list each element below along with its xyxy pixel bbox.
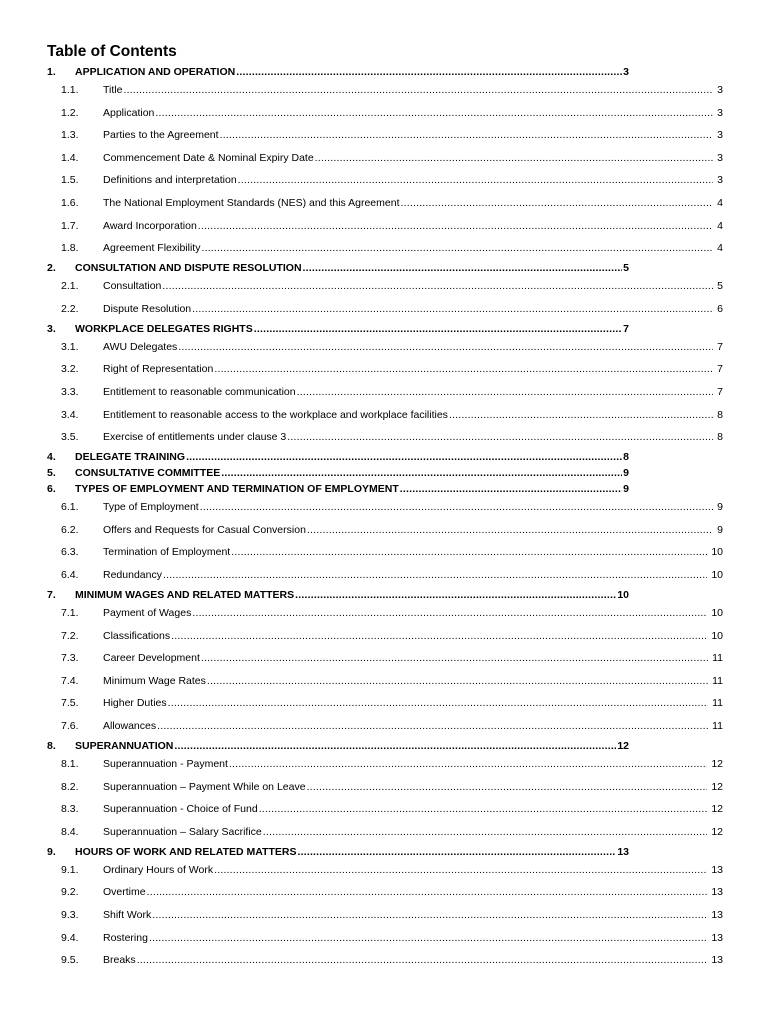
toc-entry-label: Superannuation - Choice of Fund bbox=[103, 803, 258, 816]
toc-entry-label: The National Employment Standards (NES) and this Agreement bbox=[103, 197, 400, 209]
toc-dot-leader bbox=[302, 260, 623, 276]
toc-entry-number: 6.3. bbox=[61, 546, 79, 559]
toc-entry-line bbox=[75, 449, 629, 465]
toc-entry-number: 1.3. bbox=[61, 129, 79, 142]
toc-entry-label: Classifications bbox=[103, 629, 171, 642]
toc-dot-leader bbox=[294, 587, 616, 603]
toc-entry-line bbox=[75, 321, 629, 337]
toc-subsection-entry[interactable] bbox=[0, 127, 770, 143]
toc-dot-leader bbox=[170, 628, 707, 644]
toc-entry-number: 3.5. bbox=[61, 431, 79, 444]
toc-entry-number: 8.4. bbox=[61, 825, 79, 838]
toc-entry-label: WORKPLACE DELEGATES RIGHTS bbox=[75, 322, 253, 335]
toc-page-number: 9 bbox=[623, 467, 629, 480]
toc-entry-label: Consultation bbox=[103, 280, 162, 293]
toc-subsection-entry[interactable] bbox=[0, 82, 770, 98]
toc-subsection-entry[interactable] bbox=[0, 930, 770, 946]
toc-entry-number: 9.2. bbox=[61, 886, 79, 899]
toc-entry-number: 3.3. bbox=[61, 386, 79, 398]
toc-dot-leader bbox=[154, 105, 713, 121]
toc-entry-number: 6.2. bbox=[61, 523, 79, 536]
toc-entry-line bbox=[103, 650, 723, 666]
toc-subsection-entry[interactable] bbox=[0, 801, 770, 817]
toc-page-number: 10 bbox=[711, 569, 723, 581]
toc-section-entry[interactable] bbox=[0, 465, 770, 481]
toc-entry-line bbox=[103, 801, 723, 817]
toc-entry-label: Minimum Wage Rates bbox=[103, 674, 206, 687]
toc-page-number: 12 bbox=[711, 758, 723, 770]
toc-entry-number: 9.5. bbox=[61, 954, 79, 967]
toc-section-entry[interactable] bbox=[0, 844, 770, 860]
toc-entry-number: 9.1. bbox=[61, 863, 79, 876]
toc-entry-line bbox=[103, 384, 723, 400]
toc-entry-line bbox=[103, 862, 723, 878]
toc-page-number: 3 bbox=[623, 66, 629, 78]
toc-dot-leader bbox=[306, 779, 708, 795]
toc-entry-label: Offers and Requests for Casual Conversion bbox=[103, 523, 306, 536]
toc-entry-line bbox=[103, 172, 723, 188]
toc-dot-leader bbox=[213, 862, 707, 878]
toc-page-number: 8 bbox=[717, 408, 723, 421]
toc-dot-leader bbox=[177, 339, 713, 355]
toc-entry-line bbox=[103, 952, 723, 968]
toc-subsection-entry[interactable] bbox=[0, 605, 770, 621]
toc-dot-leader bbox=[173, 738, 616, 754]
toc-entry-line bbox=[75, 738, 629, 754]
toc-dot-leader bbox=[448, 407, 713, 423]
toc-entry-number: 8.1. bbox=[61, 758, 79, 770]
toc-entry-number: 8.2. bbox=[61, 780, 79, 793]
toc-entry-number: 6. bbox=[47, 483, 56, 496]
toc-dot-leader bbox=[296, 844, 616, 860]
toc-page-number: 8 bbox=[623, 451, 629, 464]
toc-subsection-entry[interactable] bbox=[0, 339, 770, 355]
toc-entry-number: 3. bbox=[47, 322, 56, 335]
toc-entry-number: 7.5. bbox=[61, 697, 79, 710]
toc-entry-label: Definitions and interpretation bbox=[103, 174, 237, 187]
toc-entry-line bbox=[103, 240, 723, 256]
toc-entry-label: Superannuation – Salary Sacrifice bbox=[103, 825, 262, 838]
toc-page-number: 5 bbox=[717, 280, 723, 293]
toc-page-number: 3 bbox=[717, 174, 723, 187]
toc-dot-leader bbox=[122, 82, 713, 98]
toc-page-number: 11 bbox=[712, 674, 723, 687]
toc-entry-label: Superannuation – Payment While on Leave bbox=[103, 780, 306, 793]
toc-dot-leader bbox=[253, 321, 622, 337]
toc-page-number: 6 bbox=[717, 302, 723, 315]
toc-entry-number: 2. bbox=[47, 262, 56, 275]
toc-subsection-entry[interactable] bbox=[0, 407, 770, 423]
toc-entry-label: Entitlement to reasonable communication bbox=[103, 386, 296, 398]
toc-entry-number: 1.7. bbox=[61, 219, 79, 232]
toc-subsection-entry[interactable] bbox=[0, 499, 770, 515]
toc-page-number: 9 bbox=[717, 523, 723, 536]
toc-entry-number: 6.1. bbox=[61, 501, 79, 514]
toc-dot-leader bbox=[286, 429, 713, 445]
toc-page-number: 11 bbox=[712, 720, 723, 732]
toc-page-number: 13 bbox=[711, 954, 723, 967]
toc-entry-line bbox=[103, 756, 723, 772]
toc-page-number: 3 bbox=[717, 84, 723, 96]
toc-dot-leader bbox=[235, 64, 622, 80]
toc-page-number: 13 bbox=[711, 886, 723, 899]
toc-entry-line bbox=[103, 105, 723, 121]
toc-page-number: 12 bbox=[617, 740, 629, 752]
toc-title: Table of Contents bbox=[47, 43, 177, 60]
toc-page-number: 4 bbox=[717, 242, 723, 255]
toc-page-number: 10 bbox=[711, 607, 723, 619]
toc-page-number: 12 bbox=[711, 803, 723, 816]
toc-dot-leader bbox=[146, 884, 708, 900]
toc-subsection-entry[interactable] bbox=[0, 695, 770, 711]
toc-entry-number: 2.1. bbox=[61, 280, 79, 293]
toc-page-number: 8 bbox=[717, 431, 723, 444]
toc-dot-leader bbox=[399, 481, 622, 497]
toc-entry-label: Ordinary Hours of Work bbox=[103, 863, 214, 876]
toc-subsection-entry[interactable] bbox=[0, 650, 770, 666]
toc-entry-line bbox=[103, 605, 723, 621]
toc-entry-number: 5. bbox=[47, 467, 56, 480]
toc-entry-number: 1.2. bbox=[61, 106, 79, 119]
toc-entry-line bbox=[103, 339, 723, 355]
toc-subsection-entry[interactable] bbox=[0, 567, 770, 583]
toc-entry-label: MINIMUM WAGES AND RELATED MATTERS bbox=[75, 589, 295, 601]
toc-entry-number: 8.3. bbox=[61, 803, 79, 816]
toc-entry-label: TYPES OF EMPLOYMENT AND TERMINATION OF EMPLOYMENT bbox=[75, 483, 399, 496]
toc-page-number: 10 bbox=[711, 546, 723, 559]
toc-subsection-entry[interactable] bbox=[0, 628, 770, 644]
toc-entry-label: Exercise of entitlements under clause 3 bbox=[103, 431, 287, 444]
toc-entry-line bbox=[103, 718, 723, 734]
toc-entry-number: 7.2. bbox=[61, 629, 79, 642]
toc-page-number: 7 bbox=[623, 322, 629, 335]
toc-entry-number: 1.4. bbox=[61, 151, 79, 164]
toc-entry-number: 7.1. bbox=[61, 607, 79, 619]
toc-entry-number: 1.1. bbox=[61, 84, 79, 96]
toc-subsection-entry[interactable] bbox=[0, 522, 770, 538]
toc-subsection-entry[interactable] bbox=[0, 884, 770, 900]
toc-entry-label: Allowances bbox=[103, 720, 157, 732]
toc-page-number: 13 bbox=[711, 909, 723, 921]
toc-entry-line bbox=[103, 429, 723, 445]
toc-subsection-entry[interactable] bbox=[0, 105, 770, 121]
toc-entry-line bbox=[75, 844, 629, 860]
toc-entry-number: 9. bbox=[47, 845, 56, 858]
toc-dot-leader bbox=[213, 361, 713, 377]
toc-dot-leader bbox=[191, 605, 707, 621]
toc-entry-label: Award Incorporation bbox=[103, 219, 197, 232]
toc-section-entry[interactable] bbox=[0, 449, 770, 465]
toc-dot-leader bbox=[219, 127, 714, 143]
toc-entry-line bbox=[103, 127, 723, 143]
toc-entry-line bbox=[103, 499, 723, 515]
toc-entry-label: Application bbox=[103, 106, 155, 119]
toc-entry-number: 9.3. bbox=[61, 909, 79, 921]
toc-subsection-entry[interactable] bbox=[0, 240, 770, 256]
toc-dot-leader bbox=[314, 150, 713, 166]
toc-entry-label: CONSULTATION AND DISPUTE RESOLUTION bbox=[75, 262, 302, 275]
toc-section-entry[interactable] bbox=[0, 481, 770, 497]
toc-entry-number: 3.1. bbox=[61, 340, 79, 353]
toc-entry-label: Type of Employment bbox=[103, 501, 199, 514]
toc-entry-label: Breaks bbox=[103, 954, 136, 967]
toc-entry-number: 4. bbox=[47, 451, 56, 464]
toc-entry-line bbox=[75, 481, 629, 497]
toc-entry-line bbox=[103, 522, 723, 538]
toc-entry-number: 1. bbox=[47, 66, 56, 78]
toc-entry-number: 1.5. bbox=[61, 174, 79, 187]
toc-dot-leader bbox=[162, 567, 707, 583]
toc-subsection-entry[interactable] bbox=[0, 195, 770, 211]
toc-subsection-entry[interactable] bbox=[0, 172, 770, 188]
toc-entry-line bbox=[103, 628, 723, 644]
toc-subsection-entry[interactable] bbox=[0, 756, 770, 772]
toc-subsection-entry[interactable] bbox=[0, 384, 770, 400]
toc-page-number: 12 bbox=[711, 825, 723, 838]
toc-page-number: 10 bbox=[711, 629, 723, 642]
toc-entry-number: 7.3. bbox=[61, 652, 79, 665]
toc-entry-label: CONSULTATIVE COMMITTEE bbox=[75, 467, 221, 480]
toc-entry-label: APPLICATION AND OPERATION bbox=[75, 66, 236, 78]
toc-entry-label: Agreement Flexibility bbox=[103, 242, 201, 255]
toc-page-number: 13 bbox=[617, 845, 629, 858]
toc-subsection-entry[interactable] bbox=[0, 952, 770, 968]
toc-dot-leader bbox=[237, 172, 713, 188]
toc-page-number: 4 bbox=[717, 197, 723, 209]
toc-entry-line bbox=[103, 673, 723, 689]
toc-page-number: 10 bbox=[617, 589, 629, 601]
toc-entry-number: 7. bbox=[47, 589, 56, 601]
toc-entry-number: 1.6. bbox=[61, 197, 79, 209]
toc-entry-label: Title bbox=[103, 84, 123, 96]
toc-entry-number: 2.2. bbox=[61, 302, 79, 315]
toc-dot-leader bbox=[199, 499, 713, 515]
toc-entry-line bbox=[103, 218, 723, 234]
toc-entry-line bbox=[75, 64, 629, 80]
toc-dot-leader bbox=[185, 449, 622, 465]
toc-entry-label: Career Development bbox=[103, 652, 200, 665]
toc-page-number: 9 bbox=[623, 483, 629, 496]
toc-subsection-entry[interactable] bbox=[0, 718, 770, 734]
toc-entry-number: 3.2. bbox=[61, 363, 79, 376]
toc-page-number: 7 bbox=[717, 363, 723, 376]
toc-entry-label: Parties to the Agreement bbox=[103, 129, 219, 142]
toc-entry-line bbox=[103, 301, 723, 317]
toc-dot-leader bbox=[228, 756, 707, 772]
toc-dot-leader bbox=[200, 240, 713, 256]
toc-subsection-entry[interactable] bbox=[0, 278, 770, 294]
toc-entry-line bbox=[103, 695, 723, 711]
toc-section-entry[interactable] bbox=[0, 587, 770, 603]
toc-page-number: 3 bbox=[717, 106, 723, 119]
toc-entry-label: Termination of Employment bbox=[103, 546, 231, 559]
toc-dot-leader bbox=[191, 301, 713, 317]
toc-dot-leader bbox=[151, 907, 707, 923]
toc-subsection-entry[interactable] bbox=[0, 544, 770, 560]
toc-entry-label: DELEGATE TRAINING bbox=[75, 451, 186, 464]
toc-dot-leader bbox=[220, 465, 622, 481]
toc-subsection-entry[interactable] bbox=[0, 218, 770, 234]
toc-entry-line bbox=[103, 150, 723, 166]
toc-entry-label: Dispute Resolution bbox=[103, 302, 192, 315]
toc-dot-leader bbox=[167, 695, 708, 711]
toc-page-number: 3 bbox=[717, 151, 723, 164]
toc-dot-leader bbox=[148, 930, 707, 946]
toc-dot-leader bbox=[399, 195, 713, 211]
toc-section-entry[interactable] bbox=[0, 321, 770, 337]
toc-page-number: 13 bbox=[711, 863, 723, 876]
toc-subsection-entry[interactable] bbox=[0, 779, 770, 795]
toc-dot-leader bbox=[230, 544, 707, 560]
toc-entry-label: Redundancy bbox=[103, 569, 162, 581]
toc-page-number: 3 bbox=[717, 129, 723, 142]
toc-subsection-entry[interactable] bbox=[0, 824, 770, 840]
toc-entry-label: Higher Duties bbox=[103, 697, 167, 710]
toc-subsection-entry[interactable] bbox=[0, 150, 770, 166]
toc-entry-number: 1.8. bbox=[61, 242, 79, 255]
toc-entry-line bbox=[75, 587, 629, 603]
toc-entry-line bbox=[103, 884, 723, 900]
toc-dot-leader bbox=[136, 952, 708, 968]
toc-entry-line bbox=[103, 82, 723, 98]
toc-page-number: 4 bbox=[717, 219, 723, 232]
toc-section-entry[interactable] bbox=[0, 738, 770, 754]
toc-entry-line bbox=[103, 930, 723, 946]
toc-dot-leader bbox=[200, 650, 708, 666]
toc-entry-number: 6.4. bbox=[61, 569, 79, 581]
toc-entry-line bbox=[103, 907, 723, 923]
toc-dot-leader bbox=[262, 824, 708, 840]
toc-section-entry[interactable] bbox=[0, 260, 770, 276]
toc-entry-line bbox=[103, 195, 723, 211]
toc-page-number: 9 bbox=[717, 501, 723, 514]
toc-entry-line bbox=[103, 361, 723, 377]
toc-entry-number: 7.6. bbox=[61, 720, 79, 732]
toc-subsection-entry[interactable] bbox=[0, 673, 770, 689]
toc-entry-line bbox=[103, 407, 723, 423]
toc-entry-label: Right of Representation bbox=[103, 363, 214, 376]
toc-page-number: 7 bbox=[717, 386, 723, 398]
toc-entry-line bbox=[75, 465, 629, 481]
toc-entry-label: SUPERANNUATION bbox=[75, 740, 174, 752]
toc-entry-label: Overtime bbox=[103, 886, 146, 899]
toc-entry-label: AWU Delegates bbox=[103, 340, 178, 353]
toc-entry-line bbox=[103, 567, 723, 583]
toc-entry-label: HOURS OF WORK AND RELATED MATTERS bbox=[75, 845, 297, 858]
toc-page-number: 12 bbox=[711, 780, 723, 793]
toc-entry-number: 9.4. bbox=[61, 931, 79, 944]
toc-subsection-entry[interactable] bbox=[0, 301, 770, 317]
toc-entry-label: Shift Work bbox=[103, 909, 152, 921]
toc-dot-leader bbox=[156, 718, 708, 734]
toc-page-number: 5 bbox=[623, 262, 629, 275]
toc-page-number: 11 bbox=[712, 697, 723, 710]
toc-page-number: 11 bbox=[712, 652, 723, 665]
toc-entry-line bbox=[103, 278, 723, 294]
toc-entry-label: Rostering bbox=[103, 931, 148, 944]
toc-subsection-entry[interactable] bbox=[0, 907, 770, 923]
toc-page-number: 13 bbox=[711, 931, 723, 944]
toc-entry-label: Payment of Wages bbox=[103, 607, 192, 619]
toc-entry-line bbox=[103, 824, 723, 840]
toc-dot-leader bbox=[161, 278, 713, 294]
toc-dot-leader bbox=[296, 384, 714, 400]
toc-dot-leader bbox=[306, 522, 713, 538]
toc-subsection-entry[interactable] bbox=[0, 862, 770, 878]
toc-dot-leader bbox=[206, 673, 708, 689]
toc-entry-label: Superannuation - Payment bbox=[103, 758, 228, 770]
toc-entry-number: 7.4. bbox=[61, 674, 79, 687]
toc-page-number: 7 bbox=[717, 340, 723, 353]
toc-dot-leader bbox=[258, 801, 708, 817]
toc-entry-line bbox=[103, 779, 723, 795]
toc-dot-leader bbox=[197, 218, 713, 234]
toc-subsection-entry[interactable] bbox=[0, 429, 770, 445]
toc-subsection-entry[interactable] bbox=[0, 361, 770, 377]
toc-entry-number: 3.4. bbox=[61, 408, 79, 421]
toc-section-entry[interactable] bbox=[0, 64, 770, 80]
toc-entry-number: 8. bbox=[47, 740, 56, 752]
toc-entry-line bbox=[75, 260, 629, 276]
toc-entry-line bbox=[103, 544, 723, 560]
toc-entry-label: Commencement Date & Nominal Expiry Date bbox=[103, 151, 314, 164]
toc-entry-label: Entitlement to reasonable access to the workplace and workplace facilities bbox=[103, 408, 448, 421]
